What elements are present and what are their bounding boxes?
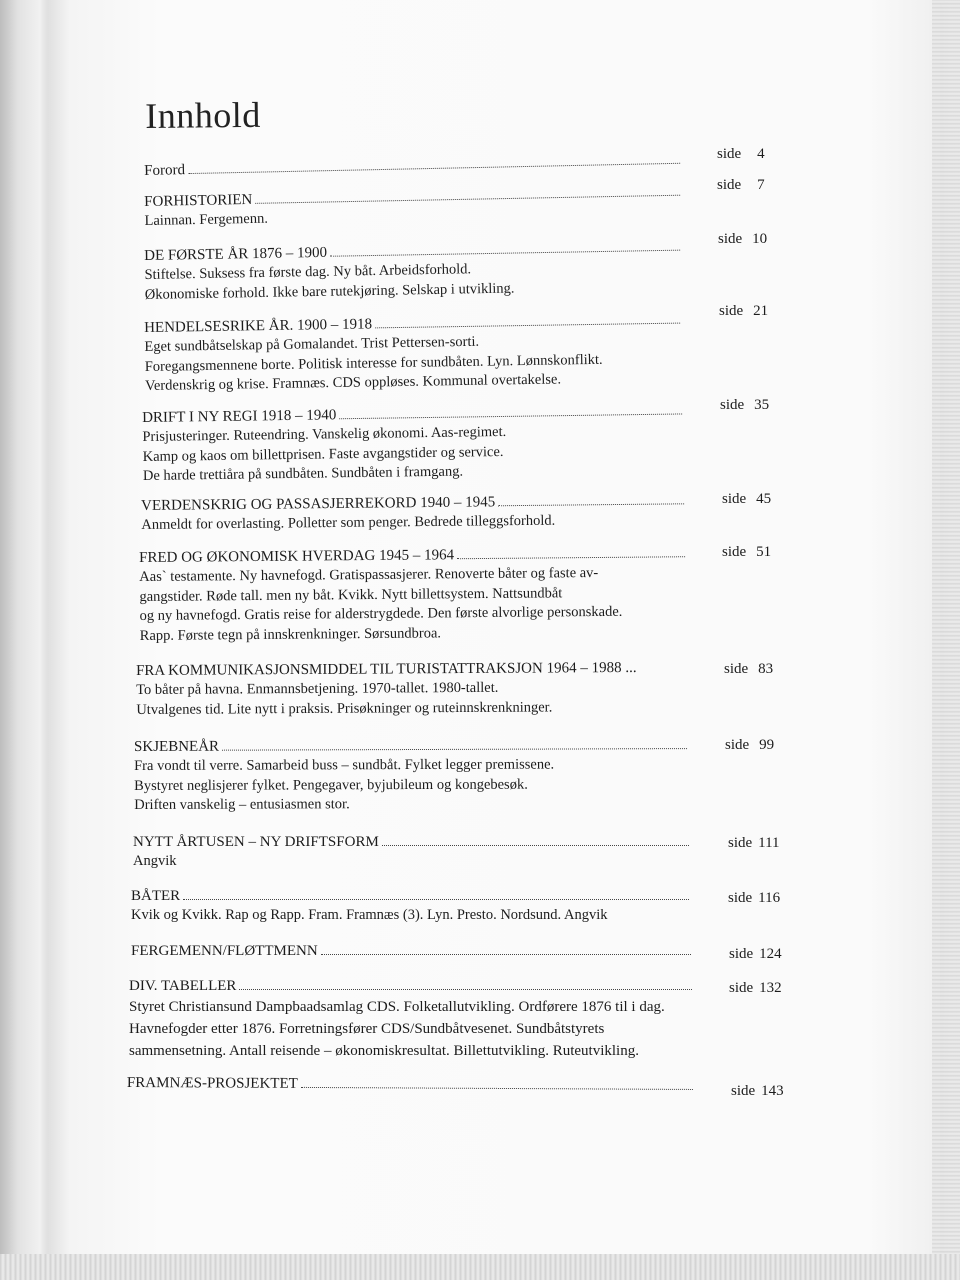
toc-entry-heading: FERGEMENN/FLØTTMENN [131, 943, 318, 959]
toc-page-ref: side 51 [722, 544, 772, 560]
toc-entry-line: Utvalgenes tid. Lite nytt i praksis. Prisøkninger og ruteinnskrenkninger. [136, 698, 553, 718]
page-number: 99 [759, 737, 775, 753]
toc-page-ref: side 7 [717, 177, 765, 193]
toc-page-ref: side 10 [718, 231, 768, 247]
leader-dots [183, 899, 689, 900]
toc-entry-line: Eget sundbåtselskap på Gomalandet. Trist Pettersen-sorti. [144, 333, 480, 355]
page-number: 10 [752, 231, 768, 247]
leader-dots [457, 556, 685, 559]
leader-dots [222, 748, 687, 751]
toc-entry-framnaes-prosjektet [127, 1073, 695, 1096]
page-number: 116 [758, 890, 781, 906]
toc-entry-heading: FORHISTORIEN [144, 191, 253, 210]
toc-entry-drift-i-ny-regi [142, 400, 685, 486]
leader-dots [339, 413, 682, 419]
toc-entry-heading: DRIFT I NY REGI 1918 – 1940 [142, 407, 337, 426]
toc-entry-nytt-artusen [133, 832, 691, 872]
toc-page-ref: side 116 [728, 890, 781, 906]
leader-dots [498, 503, 684, 506]
toc-entry-forhistorien [144, 182, 683, 232]
toc-entry-line: Kvik og Kvikk. Rap og Rapp. Fram. Framnæs (3). Lyn. Presto. Nordsund. Angvik [131, 907, 608, 923]
toc-page-ref: side 111 [728, 835, 780, 851]
leader-dots [301, 1087, 693, 1090]
toc-entry-line: Foregangsmennene borte. Politisk interesse for sundbåten. Lyn. Lønnskonflikt. [144, 351, 603, 375]
leader-dots [321, 954, 691, 955]
toc-entry-line: Rapp. Første tegn på innskrenkninger. Sørsundbroa. [139, 624, 442, 644]
toc-entry-fred [139, 543, 688, 646]
toc-entry-heading: FRA KOMMUNIKASJONSMIDDEL TIL TURISTATTRAKSJON 1964 – 1988 ... [136, 659, 637, 679]
toc-page-ref: side 35 [720, 397, 770, 413]
toc-page-ref: side 83 [724, 661, 774, 677]
toc-entry-line: Anmeldt for overlasting. Polletter som penger. Bedrede tilleggsforhold. [141, 512, 556, 533]
page-number: 124 [759, 946, 782, 962]
page-number: 111 [758, 835, 780, 851]
toc-entry-line: gangstider. Røde tall. men ny båt. Kvikk. Nytt billettsystem. Nattsundbåt [139, 584, 563, 605]
toc-page-ref: side 99 [725, 737, 775, 753]
toc-entry-heading: DE FØRSTE ÅR 1876 – 1900 [144, 244, 328, 264]
toc-entry-line: Lainnan. Fergemenn. [144, 210, 269, 229]
leader-dots [188, 163, 680, 174]
toc-entry-fra-kommunikasjonsmiddel [136, 658, 696, 720]
toc-entry-forord [144, 150, 682, 181]
toc-entry-line: og ny havnefogd. Gratis reise for alderstrygdede. Den første alvorlige personskade. [139, 603, 623, 624]
leader-dots [239, 989, 692, 990]
toc-entry-line: To båter på havna. Enmannsbetjening. 1970-tallet. 1980-tallet. [136, 679, 499, 698]
toc-entry-heading: Forord [144, 162, 186, 179]
toc-entry-verdenskrig [141, 490, 686, 535]
page-number: 83 [758, 661, 774, 677]
page-number: 132 [759, 980, 782, 996]
toc-entry-line: De harde trettiåra på sundbåten. Sundbåten i framgang. [142, 463, 464, 484]
toc-entry-heading: HENDELSESRIKE ÅR. 1900 – 1918 [144, 316, 373, 336]
toc-page-ref: side 132 [729, 980, 782, 996]
toc-entry-line: Driften vanskelig – entusiasmen stor. [134, 796, 350, 813]
toc-entry-line: Bystyret neglisjerer fylket. Pengegaver, byjubileum og kongebesøk. [134, 776, 528, 794]
page-number: 21 [753, 303, 769, 319]
leader-dots [382, 845, 689, 846]
leader-dots [375, 323, 680, 329]
toc-entry-bater [131, 886, 691, 926]
toc-entry-de-forste-ar [144, 237, 683, 305]
page-number: 4 [757, 146, 765, 162]
toc-entry-line: Angvik [133, 853, 177, 869]
toc-entry-heading: DIV. TABELLER [129, 978, 237, 994]
toc-entry-heading: VERDENSKRIG OG PASSASJERREKORD 1940 – 1945 [141, 494, 496, 514]
toc-entry-line: Havnefogder etter 1876. Forretningsfører CDS/Sundbåtvesenet. Sundbåtstyrets [129, 1021, 605, 1037]
toc-entry-heading: FRED OG ØKONOMISK HVERDAG 1945 – 1964 [139, 547, 455, 566]
toc-entry-line: Kamp og kaos om billettprisen. Faste avgangstider og service. [142, 443, 504, 465]
toc-entry-heading: SKJEBNEÅR [134, 738, 220, 755]
toc-entry-line: Prisjusteringer. Ruteendring. Vanskelig økonomi. Aas-regimet. [142, 423, 507, 445]
toc-entry-heading: BÅTER [131, 888, 181, 904]
toc-page-ref: side 45 [722, 491, 772, 507]
toc-page-ref: side 143 [731, 1083, 784, 1099]
toc-entry-line: Aas` testamente. Ny havnefogd. Gratispassasjerer. Renoverte båter og faste av- [139, 564, 599, 585]
toc-entry-line: sammensetning. Antall reisende – økonomiskresultat. Billettutvikling. Ruteutvikling. [129, 1043, 639, 1059]
toc-entry-skjebnear [134, 735, 689, 815]
page-number: 45 [756, 491, 772, 507]
toc-entry-line: Fra vondt til verre. Samarbeid buss – sundbåt. Fylket legger premissene. [134, 756, 555, 774]
toc-entry-heading: FRAMNÆS-PROSJEKTET [126, 1075, 298, 1092]
toc-entry-line: Verdenskrig og krise. Framnæs. CDS oppløses. Kommunal overtakelse. [144, 371, 562, 394]
toc-entry-line: Styret Christiansund Dampbaadsamlag CDS. Folketallutvikling. Ordførere 1876 til i dag. [129, 999, 665, 1015]
page-number: 51 [756, 544, 772, 560]
page-number: 35 [754, 397, 770, 413]
toc-page-ref: side 4 [717, 146, 765, 162]
toc-entry-div-tabeller [129, 976, 694, 1062]
toc-page-ref: side 124 [729, 946, 782, 962]
leader-dots [330, 250, 680, 257]
toc-entry-fergemenn [131, 941, 693, 961]
page-number: 7 [757, 177, 765, 193]
page-title: Innhold [145, 94, 261, 136]
toc-entry-hendelsesrike-ar [144, 310, 683, 397]
page-number: 143 [761, 1083, 784, 1099]
toc-page-ref: side 21 [719, 303, 769, 319]
toc-entry-line: Økonomiske forhold. Ikke bare rutekjøring. Selskap i utvikling. [144, 280, 515, 303]
toc-entry-heading: NYTT ÅRTUSEN – NY DRIFTSFORM [133, 834, 379, 850]
toc-entry-line: Stiftelse. Suksess fra første dag. Ny båt. Arbeidsforhold. [144, 261, 472, 283]
